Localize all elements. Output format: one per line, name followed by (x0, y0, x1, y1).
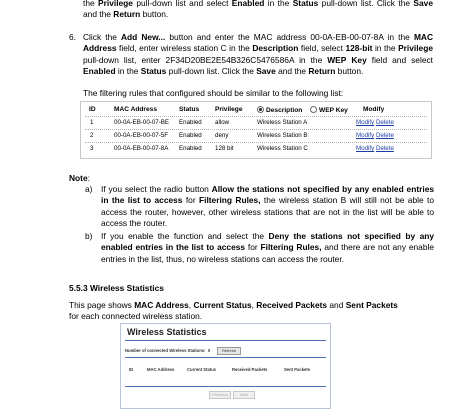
modify-link[interactable]: Modify (356, 119, 375, 126)
panel-title: Wireless Statistics (127, 327, 207, 337)
col-wep-key: WEP Key (310, 106, 348, 115)
description-radio[interactable] (257, 106, 264, 113)
col-id: ID (89, 106, 96, 113)
section-heading: 5.5.3 Wireless Statistics (69, 283, 164, 293)
col-status: Status (179, 106, 200, 113)
section-paragraph: This page shows MAC Address, Current Status, Received Packets and Sent Packets for each connected wireless station. (69, 300, 398, 322)
connected-count-label: Number of connected Wireless Stations: (125, 348, 206, 353)
refresh-button[interactable]: Refresh (217, 347, 241, 355)
header-divider (85, 116, 427, 117)
col-mac-address: MAC Address (147, 367, 175, 372)
wireless-statistics-panel (120, 323, 331, 409)
note-a-marker: a) (85, 184, 93, 194)
col-modify: Modify (363, 106, 385, 113)
col-id: ID (129, 367, 134, 372)
col-privilege: Privilege (215, 106, 243, 113)
step-number-6: 6. (69, 32, 76, 42)
wep-key-radio[interactable] (310, 106, 317, 113)
save-term: Save (413, 0, 433, 8)
previous-button[interactable]: Previous (209, 391, 231, 399)
col-mac: MAC Address (114, 106, 157, 113)
note-a-text: If you select the radio button Allow the stations not specified by any enabled entries in the list to access for Filtering Rules, the wireless station B will still not be able to access the router, however, other wireless stations that are not in the list will be able to access the router. (101, 184, 435, 229)
col-sent-packets: Sent Packets (284, 367, 311, 372)
row-divider (85, 129, 427, 130)
status-term: Status (292, 0, 319, 8)
table-rule (125, 386, 326, 387)
note-heading: Note: (69, 173, 90, 183)
modify-link[interactable]: Modify (356, 132, 375, 139)
delete-link[interactable]: Delete (376, 119, 394, 126)
col-description: Description (257, 106, 302, 115)
modify-link[interactable]: Modify (356, 145, 375, 152)
title-rule (125, 340, 326, 341)
next-button[interactable]: Next (233, 391, 255, 399)
filter-intro: The filtering rules that configured should be similar to the following list: (83, 88, 344, 98)
delete-link[interactable]: Delete (376, 145, 394, 152)
filter-rules-table: ID MAC Address Status Privilege Description WEP Key Modify 1 00-0A-EB-00-07-BE Enabled allow Wireless Station A Modify Delete 2 00-0A-EB-00-07-5F Enabled deny Wireless Station B Modify Delete 3 00-0A-EB-00-07-8A Enabled 128 bit Wireless Station C Modify Delete (80, 101, 432, 159)
step5-continuation: the Privilege pull-down list and select Enabled in the Status pull-down list. Click the Save and the Return button. (83, 0, 433, 20)
note-b-text: If you enable the function and select the Deny the stations not specified by any enabled entries in the list to access for Filtering Rules, and there are not any enable entries in the list, thus, no wireless stations can access the router. (101, 231, 435, 264)
delete-link[interactable]: Delete (376, 132, 394, 139)
note-b-marker: b) (85, 231, 93, 241)
return-term: Return (113, 9, 141, 20)
count-rule (125, 357, 326, 358)
col-received-packets: Received Packets (232, 367, 268, 372)
enabled-term: Enabled (231, 0, 265, 8)
step6-paragraph: Click the Add New... button and enter the MAC address 00-0A-EB-00-07-8A in the MAC Address field, enter wireless station C in the Description field, select 128-bit in the Privilege pull-down list, enter 2F34D20BE2E54B326C5476586A in the WEP Key field and select Enabled in the Status pull-down list. Click the Save and the Return button. (83, 32, 434, 77)
privilege-term: Privilege (98, 0, 133, 8)
connected-count-value: 0 (208, 348, 211, 353)
row-divider (85, 142, 427, 143)
col-current-status: Current Status (187, 367, 217, 372)
